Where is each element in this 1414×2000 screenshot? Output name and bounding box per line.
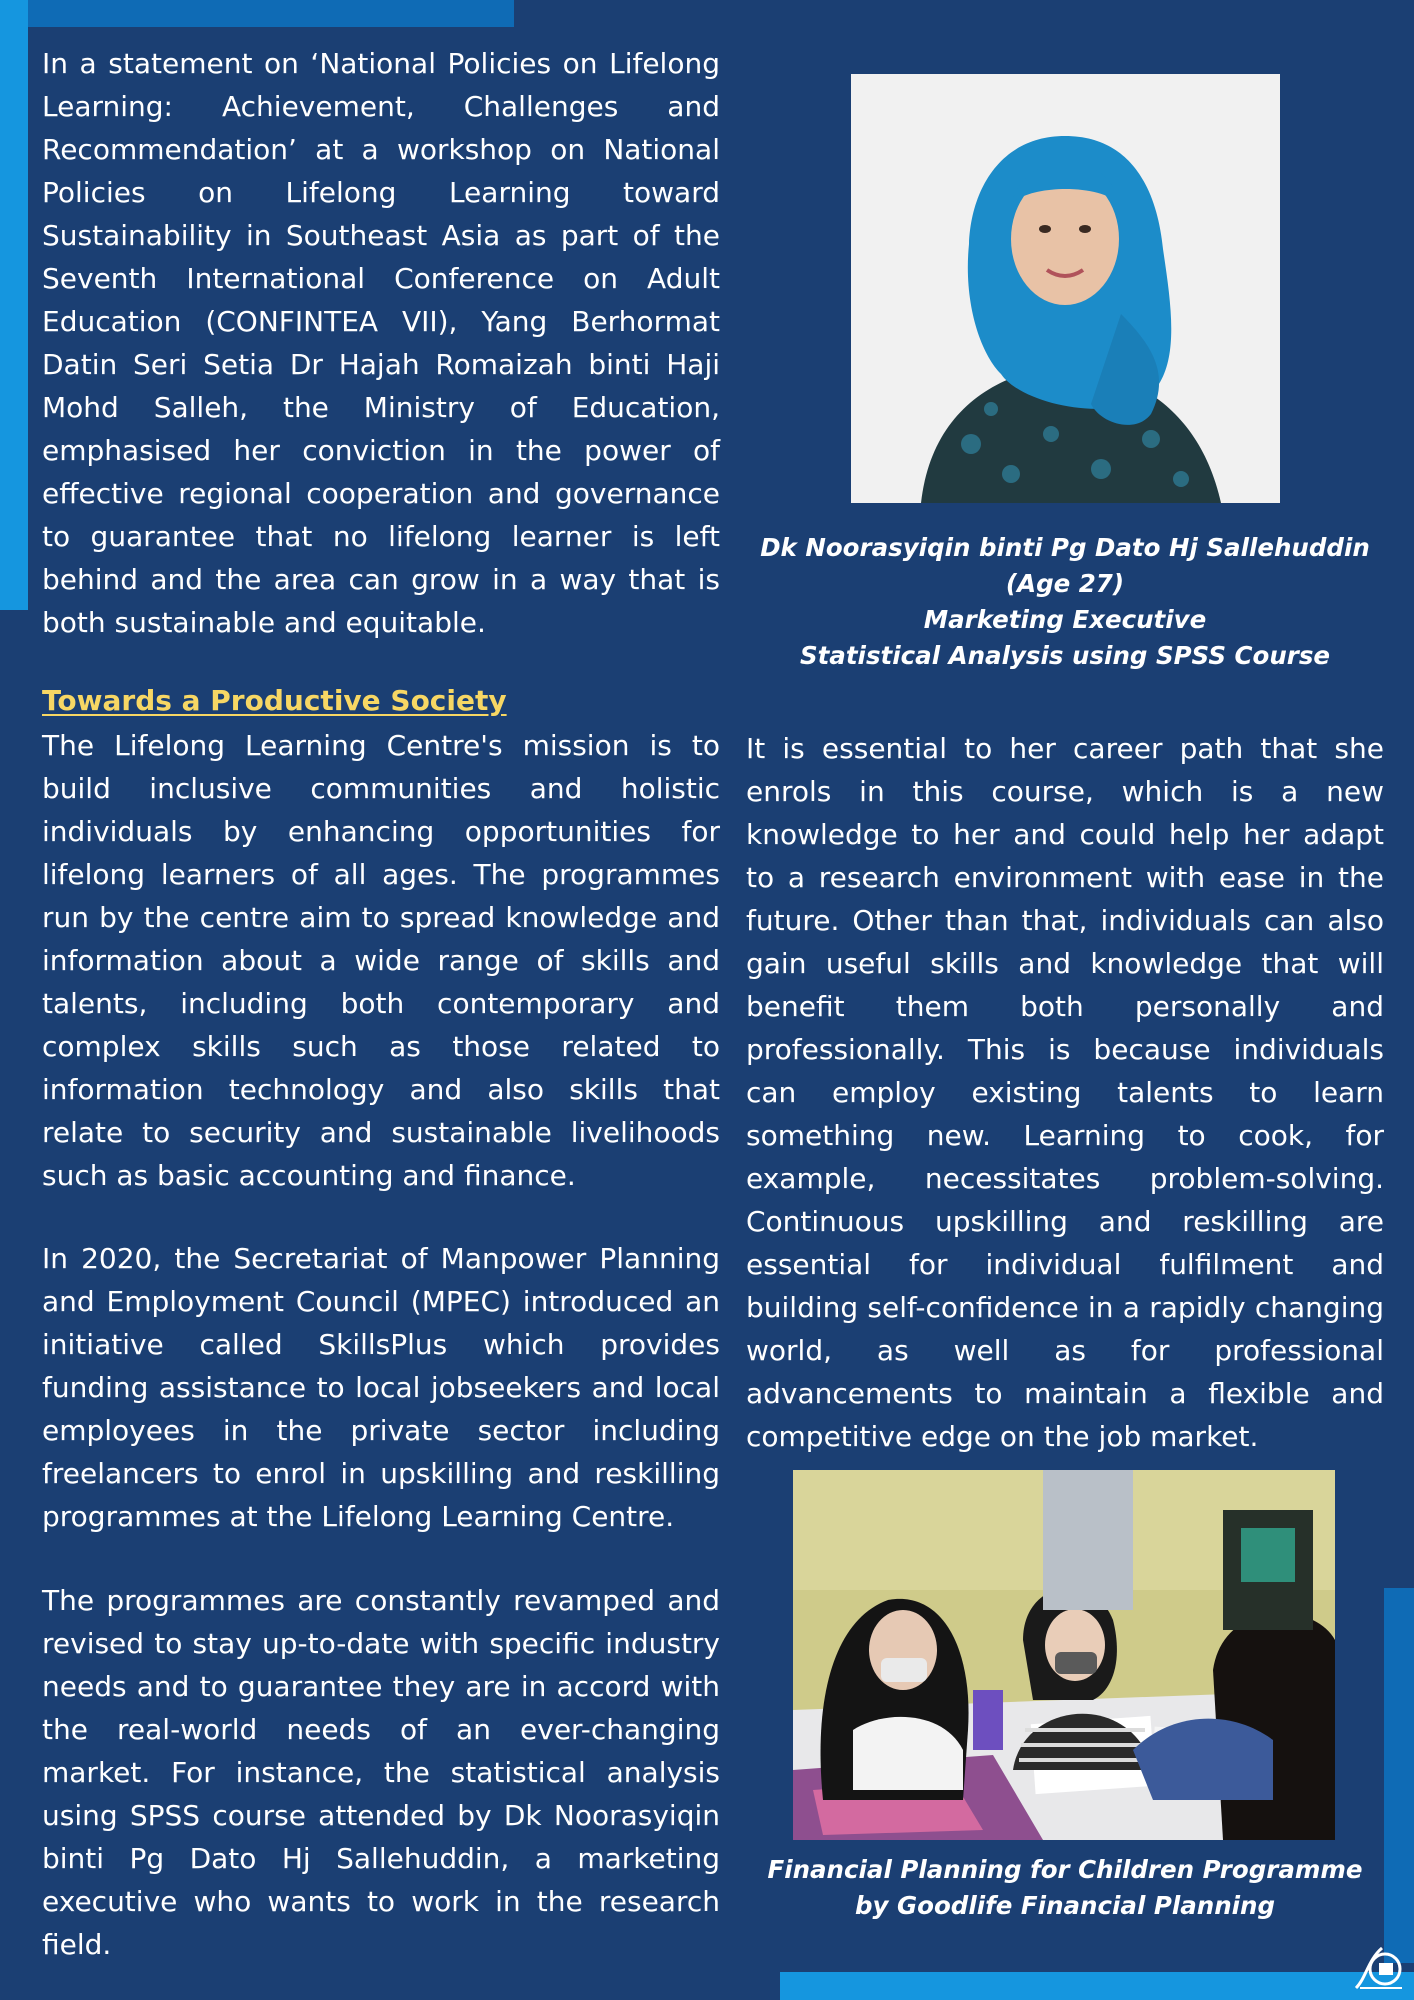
profile-name: Dk Noorasyiqin binti Pg Dato Hj Sallehuddin	[760, 533, 1370, 562]
portrait-photo	[851, 74, 1280, 503]
brand-logo-icon	[1352, 1938, 1406, 1992]
profile-age: (Age 27)	[1005, 569, 1125, 598]
top-accent-bar	[28, 0, 514, 27]
programmes-paragraph: The programmes are constantly revamped and revised to stay up-to-date with specific industry needs and to guarantee they are in accord with the real-world needs of an ever-changing market. For instance, the statistical analysis using SPSS course attended by Dk Noorasyiqin binti Pg Dato Hj Sallehuddin, a marketing executive who wants to work in the research field.	[42, 1584, 720, 1961]
group-photo	[793, 1470, 1335, 1840]
group-caption-line2: by Goodlife Financial Planning	[854, 1891, 1276, 1920]
career-paragraph: It is essential to her career path that she enrols in this course, which is a new knowledge to her and could help her adapt to a research environment with ease in the future. Other than that, individuals can also gain useful skills and knowledge that will benefit them both personally and professionally. This is because individuals can employ existing talents to learn something new. Learning to cook, for example, necessitates problem-solving. Continuous upskilling and reskilling are essential for individual fulfilment and building self-confidence in a rapidly changing world, as well as for professional advancements to maintain a flexible and competitive edge on the job market.	[746, 732, 1384, 1453]
intro-paragraph: In a statement on ‘National Policies on Lifelong Learning: Achievement, Challenges and Recommendation’ at a workshop on National Policies on Lifelong Learning toward Sustainability in Southeast Asia as part of the Seventh International Conference on Adult Education (CONFINTEA VII), Yang Berhormat Datin Seri Setia Dr Hajah Romaizah binti Haji Mohd Salleh, the Ministry of Education, emphasised her conviction in the power of effective regional cooperation and governance to guarantee that no lifelong learner is left behind and the area can grow in a way that is both sustainable and equitable.	[42, 47, 720, 639]
group-caption-line1: Financial Planning for Children Programme	[767, 1855, 1363, 1884]
left-accent-bar	[0, 0, 28, 610]
right-accent-bar	[1384, 1588, 1414, 1963]
section-heading: Towards a Productive Society	[42, 684, 507, 717]
profile-course: Statistical Analysis using SPSS Course	[799, 641, 1331, 670]
profile-caption	[746, 530, 1384, 674]
mission-paragraph: The Lifelong Learning Centre's mission is to build inclusive communities and holistic individuals by enhancing opportunities for lifelong learners of all ages. The programmes run by the centre aim to spread knowledge and information about a wide range of skills and talents, including both contemporary and complex skills such as those related to information technology and also skills that relate to security and sustainable livelihoods such as basic accounting and finance.	[42, 729, 720, 1192]
group-caption	[746, 1852, 1384, 1924]
bottom-accent-bar	[780, 1972, 1414, 2000]
skillsplus-paragraph: In 2020, the Secretariat of Manpower Planning and Employment Council (MPEC) introduced an initiative called SkillsPlus which provides funding assistance to local jobseekers and local employees in the private sector including freelancers to enrol in upskilling and reskilling programmes at the Lifelong Learning Centre.	[42, 1242, 720, 1533]
profile-role: Marketing Executive	[923, 605, 1207, 634]
